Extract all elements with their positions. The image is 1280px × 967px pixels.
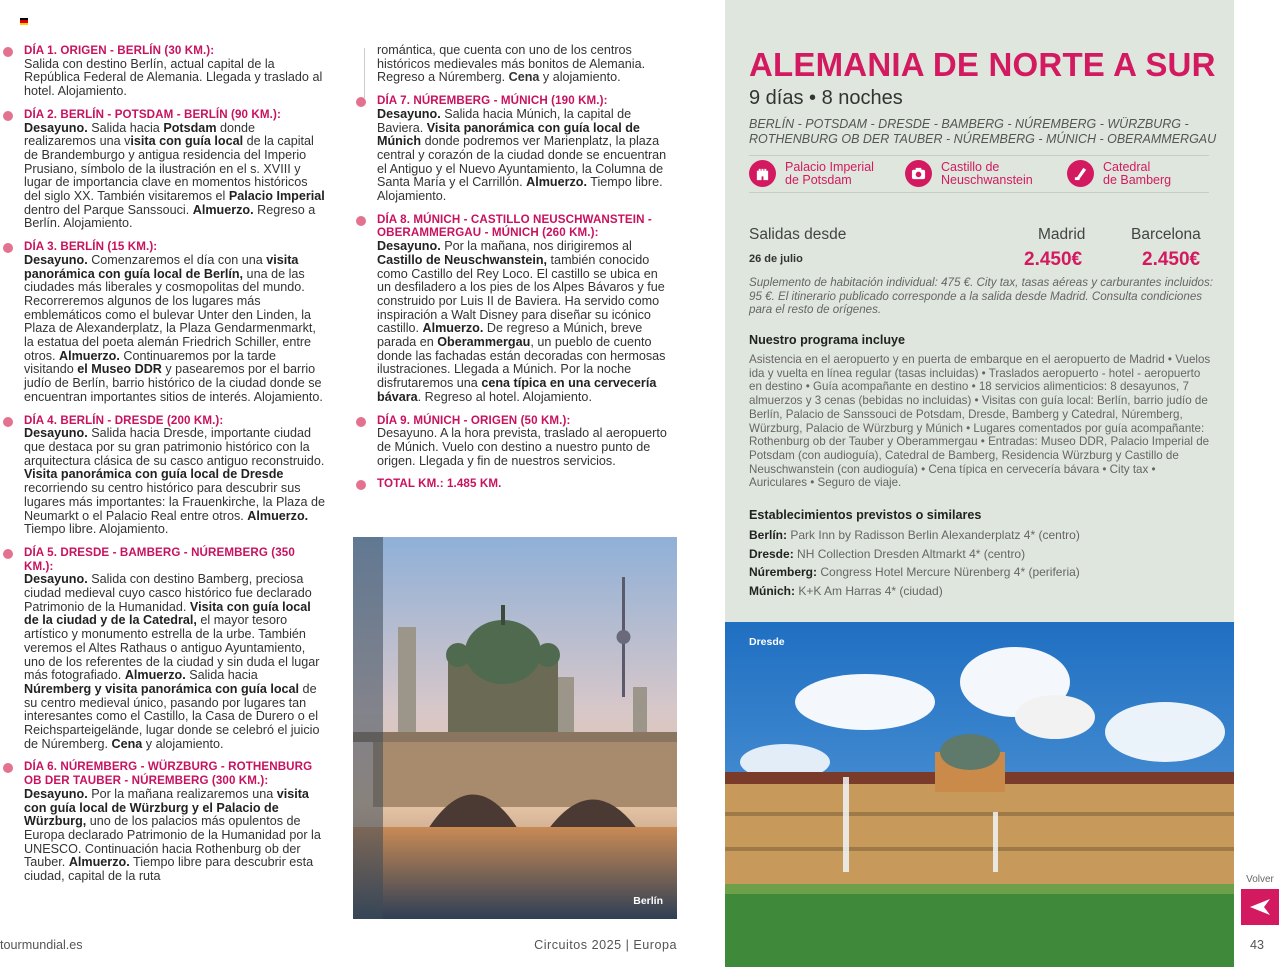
price-madrid: 2.450€ — [1024, 249, 1083, 270]
left-day-0 — [24, 44, 326, 99]
left-day-5 — [24, 760, 326, 883]
highlight-neuschwanstein: Castillo de Neuschwanstein — [905, 160, 1033, 187]
camera-icon — [905, 160, 932, 187]
day-title: DÍA 6. NÚREMBERG - WÜRZBURG - ROTHENBURG OB DER TAUBER - NÚREMBERG (300 KM.): — [24, 760, 313, 788]
bullet-icon — [356, 216, 366, 226]
day-description: Salida con destino Berlín, actual capital de la República Federal de Alemania. Llegada y traslado al hotel. Alojamiento. — [24, 56, 323, 99]
day-title: DÍA 9. MÚNICH - ORIGEN (50 KM.): — [377, 413, 571, 427]
bullet-icon — [356, 97, 366, 107]
departure-date: 26 de julio — [749, 253, 803, 265]
day-description: Desayuno. Salida hacia Dresde, importante ciudad que destaca por su gran patrimonio histórico con la arquitectura clásica de su casco antiguo reconstruido. Visita panorámica con guía local de Dresde recorriendo su centro histórico para descubrir sus lugares más importantes: la Frauenkirche, la Plaza de Neumarkt o el Palacio Real entre otros. Almuerzo. Tiempo libre. Alojamiento. — [24, 426, 325, 537]
day-description: Desayuno. Salida hacia Potsdam donde realizaremos una visita con guía local de la capital de Brandemburgo y antigua residencia del Imperio Prusiano, símbolo de la ilustración en el s. XVIII y lugar de importancia clave en momentos históricos del siglo XX. También visitaremos el Palacio Imperial dentro del Parque Sanssouci. Almuerzo. Regreso a Berlín. Alojamiento. — [24, 120, 325, 231]
column-divider — [364, 48, 365, 98]
dresde-photo — [725, 622, 1234, 967]
bullet-icon — [3, 111, 13, 121]
includes-text: Asistencia en el aeropuerto y en puerta de embarque en el aeropuerto de Madrid • Vuelos ida y vuelta en línea regular (tasas incluidas) • Traslados aeropuerto - hotel - aeropuerto en destino • Guía acompañante en destino • 18 servicios alimenticios: 8 desayunos, 7 almuerzos y 3 cenas (bebidas no incluidas) • Visitas con guía local: Berlín, barrio judío de Berlín, Palacio de Sanssouci de Potsdam, Dresde, Bamberg y Catedral, Núremberg, Würzburg, Palacio de Würzburg y Múnich • Lugares comentados por guía acompañante: Rothenburg ob der Tauber y Oberammergau • Entradas: Museo DDR, Palacio Imperial de Potsdam (con audioguía), Catedral de Bamberg, Residencia Würzburg y Castillo de Neuschwanstein (con audioguía) • Cena típica en cervecería bávara • City tax • Auriculares • Seguro de viaje. — [749, 353, 1211, 490]
hotels-list — [749, 526, 1214, 600]
bullet-icon — [3, 549, 13, 559]
day-description: Desayuno. Comenzaremos el día con una visita panorámica con guía local de Berlín, una de las ciudades más liberales y cosmopolitas del mundo. Recorreremos algunos de los lugares más emblemáticos como el bulevar Unter den Linden, la Plaza de Alexanderplatz, la Plaza Gendarmenmarkt, la estatua del poeta alemán Friedrich Schiller, entre otros. Almuerzo. Continuaremos por la tarde visitando el Museo DDR y pasearemos por el barrio judío de Berlín, barrio histórico de la ciudad donde se encuentran importantes sitios de interés. Alojamiento. — [24, 252, 323, 404]
back-button[interactable] — [1240, 874, 1280, 925]
left-day-2 — [24, 240, 326, 404]
day-title: DÍA 3. BERLÍN (15 KM.): — [24, 240, 158, 254]
castle-icon — [749, 160, 776, 187]
price-note: Suplemento de habitación individual: 475 €. City tax, tasas aéreas y carburantes incluidos: 95 €. El itinerario publicado corresponde a la salida desde Madrid. Consulta condiciones para el resto de orígenes. — [749, 276, 1214, 316]
day-description: Desayuno. Por la mañana realizaremos una visita con guía local de Würzburg y el Palacio de Würzburg, uno de los palacios más opulentos de Europa declarado Patrimonio de la Humanidad por la UNESCO. Continuación hacia Rothenburg ob der Tauber. Almuerzo. Tiempo libre para descubrir esta ciudad, capital de la ruta — [24, 786, 321, 884]
footer-website[interactable]: tourmundial.es — [0, 938, 83, 952]
includes-heading: Nuestro programa incluye — [749, 333, 906, 347]
cathedral-icon — [1067, 160, 1094, 187]
departures-label: Salidas desde — [749, 226, 847, 243]
day-title: DÍA 8. MÚNICH - CASTILLO NEUSCHWANSTEIN - OBERAMMERGAU - MÚNICH (260 KM.): — [377, 212, 652, 240]
mid-day-0 — [377, 94, 672, 204]
back-label: Volver — [1246, 874, 1274, 885]
bullet-icon — [3, 417, 13, 427]
hotel-row: Núremberg: Congress Hotel Mercure Nürenberg 4* (periferia) — [749, 565, 1080, 579]
footer-section: Circuitos 2025 | Europa — [534, 938, 677, 952]
dresde-illustration — [725, 622, 1234, 967]
day-description: Desayuno. Por la mañana, nos dirigiremos al Castillo de Neuschwanstein, también conocido como Castillo del Rey Loco. El castillo se ubica en un desfiladero a los pies de los Alpes Bávaros y fue construido por Luis II de Baviera. Ha servido como inspiración a Walt Disney para diseñar su icónico castillo. Almuerzo. De regreso a Múnich, breve parada en Oberammergau, un pueblo de cuento donde las fachadas están decoradas con hermosas ilustraciones. Llegada a Múnich. Por la noche disfrutaremos una cena típica en una cervecería bávara. Regreso al hotel. Alojamiento. — [377, 239, 666, 404]
highlight-potsdam: Palacio Imperial de Potsdam — [749, 160, 874, 187]
day-title: TOTAL KM.: 1.485 KM. — [377, 477, 502, 491]
bullet-icon — [356, 480, 366, 490]
day-title: DÍA 1. ORIGEN - BERLÍN (30 KM.): — [24, 44, 215, 57]
berlin-photo — [353, 537, 677, 919]
hotel-row: Múnich: K+K Am Harras 4* (ciudad) — [749, 583, 943, 598]
highlight-bamberg: Catedral de Bamberg — [1067, 160, 1171, 187]
itinerary-continuation: romántica, que cuenta con uno de los centros históricos medievales más bonitos de Alemania. Regreso a Núremberg. Cena y alojamiento. — [377, 43, 646, 85]
left-day-4 — [24, 546, 326, 752]
day-title: DÍA 2. BERLÍN - POTSDAM - BERLÍN (90 KM.): — [24, 107, 281, 121]
left-day-3 — [24, 414, 326, 537]
tour-info-panel — [725, 0, 1234, 622]
day-title: DÍA 7. NÚREMBERG - MÚNICH (190 KM.): — [377, 94, 608, 108]
back-arrow-icon[interactable] — [1241, 889, 1279, 925]
price-col-madrid: Madrid — [1038, 226, 1086, 243]
day-description: Desayuno. Salida con destino Bamberg, preciosa ciudad medieval cuyo casco histórico fue declarado Patrimonio de la Humanidad. Visita con guía local de la ciudad y de la Catedral, el mayor tesoro artístico y monumento estrella de la urbe. También veremos el Altes Rathaus o antiguo Ayuntamiento, uno de los referentes de la ciudad y sin duda el lugar más fotografiado. Almuerzo. Salida hacia Núremberg y visita panorámica con guía local de su centro medieval único, pasando por lugares tan interesantes como el Castillo, la Casa de Durero o el Reichsparteigelände, lugar donde se celebró el juicio de Núremberg. Cena y alojamiento. — [24, 572, 320, 751]
hotels-heading: Establecimientos previstos o similares — [749, 508, 982, 522]
price-barcelona: 2.450€ — [1142, 249, 1201, 270]
day-title: DÍA 5. DRESDE - BAMBERG - NÚREMBERG (350 KM.): — [24, 545, 295, 573]
mid-day-1 — [377, 213, 672, 405]
left-day-1 — [24, 108, 326, 231]
bullet-icon — [3, 243, 13, 253]
day-description: Desayuno. A la hora prevista, traslado al aeropuerto de Múnich. Vuelo con destino a nuestro punto de origen. Llegada y fin de nuestros servicios. — [377, 426, 667, 468]
price-col-barcelona: Barcelona — [1131, 226, 1201, 243]
itinerary-column-middle — [377, 44, 672, 500]
bullet-icon — [3, 47, 13, 57]
day-description: Desayuno. Salida hacia Múnich, la capital de Baviera. Visita panorámica con guía local de Múnich donde podremos ver Marienplatz, la plaza central y corazón de la ciudad donde se encuentran el Antiguo y el Nuevo Ayuntamiento, la Columna de Santa María y el Carrillón. Almuerzo. Tiempo libre. Alojamiento. — [377, 106, 667, 204]
berlin-illustration — [353, 537, 677, 919]
page-number: 43 — [1250, 938, 1265, 952]
mid-day-3 — [377, 477, 672, 491]
tour-title: ALEMANIA DE NORTE A SUR — [749, 46, 1216, 83]
photo-caption-dresde: Dresde — [749, 636, 785, 648]
hotel-row: Dresde: NH Collection Dresden Altmarkt 4* (centro) — [749, 546, 1026, 561]
bullet-icon — [356, 417, 366, 427]
hotel-row: Berlín: Park Inn by Radisson Berlin Alexanderplatz 4* (centro) — [749, 528, 1080, 542]
day-title: DÍA 4. BERLÍN - DRESDE (200 KM.): — [24, 413, 224, 427]
flag-icon — [20, 18, 28, 25]
bullet-icon — [3, 763, 13, 773]
mid-day-2 — [377, 414, 672, 469]
photo-caption-berlin: Berlín — [633, 895, 663, 907]
highlights-bar — [749, 155, 1209, 193]
itinerary-column-left — [24, 44, 326, 893]
tour-route: BERLÍN - POTSDAM - DRESDE - BAMBERG - NÚREMBERG - WÜRZBURG - ROTHENBURG OB DER TAUBER - NÚREMBERG - MÚNICH - OBERAMMERGAU — [749, 117, 1217, 146]
tour-duration: 9 días • 8 noches — [749, 87, 903, 109]
